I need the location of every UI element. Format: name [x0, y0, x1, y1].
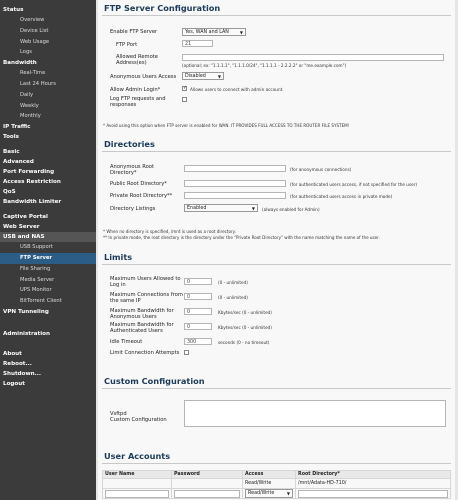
sidebar-item-real-time[interactable]: Real-Time [20, 70, 46, 77]
column-header-access: Access [243, 471, 296, 479]
sidebar-item-tools[interactable]: Tools [3, 134, 20, 141]
bw-anon-label: Maximum Bandwidth for Anonymous Users [110, 308, 174, 320]
sidebar-item-web-usage[interactable]: Web Usage [20, 38, 50, 45]
idle-timeout-input[interactable]: 300 [184, 338, 212, 345]
divider [102, 151, 451, 152]
ftp-section-title: FTP Server Configuration [104, 3, 221, 13]
allowed-remote-hint: (optional; ex: "1.1.1.1", "1.1.1.0/24", "1.1.1.1 - 2.2.2.2" or "me.example.com") [182, 63, 347, 68]
sidebar-item-media-server[interactable]: Media Server [20, 276, 55, 283]
anon-access-select[interactable] [182, 72, 224, 80]
log-ftp-label: Log FTP requests and responses [110, 96, 166, 108]
column-header-root-directory: Root Directory* [296, 471, 451, 479]
new-password-input[interactable] [174, 490, 240, 498]
vsftpd-label: Vsftpd [110, 411, 127, 417]
anon-access-label: Anonymous Users Access [110, 74, 177, 80]
sidebar-item-reboot[interactable]: Reboot... [3, 360, 32, 367]
chevron-down-icon: ▼ [239, 30, 243, 35]
public-root-label: Public Root Directory* [110, 181, 167, 187]
main-content [98, 0, 455, 500]
admin-login-hint: Allows users to connect with admin account. [190, 87, 284, 92]
custom-config-label: Custom Configuration [110, 417, 167, 423]
new-access-value: Read/Write [248, 491, 275, 496]
chevron-down-icon: ▼ [251, 206, 255, 211]
private-root-label: Private Root Directory** [110, 193, 173, 199]
limit-conn-checkbox[interactable] [184, 350, 189, 355]
new-access-cell [243, 489, 296, 499]
sidebar-item-administration[interactable]: Administration [3, 330, 50, 337]
table-header-row [103, 471, 451, 479]
access-cell: Read/Write [243, 479, 296, 489]
allowed-remote-input[interactable] [182, 54, 444, 61]
table-row[interactable] [103, 479, 451, 489]
sidebar-item-monthly[interactable]: Monthly [20, 113, 41, 120]
sidebar-item-bandwidth[interactable]: Bandwidth [3, 60, 37, 67]
enable-ftp-label: Enable FTP Server [110, 29, 158, 35]
ftp-warning-note: * Avoid using this option when FTP server is enabled for WAN. IT PROVIDES FULL ACCESS TO THE ROUTER FILE SYSTEM! [103, 123, 350, 128]
sidebar-item-ftp-server[interactable]: FTP Server [0, 253, 96, 264]
bw-auth-label: Maximum Bandwidth for Authenticated Users [110, 322, 174, 334]
root-directory-cell: /mnt/Adata-HD-710/ [296, 479, 451, 489]
password-cell [172, 479, 243, 489]
dirs-note-1: * When no directory is specified, /mnt is used as a root directory. [103, 229, 236, 234]
max-users-input[interactable]: 0 [184, 278, 212, 285]
user-accounts-table [102, 470, 451, 499]
sidebar-item-access-restriction[interactable]: Access Restriction [3, 179, 61, 186]
sidebar-item-about[interactable]: About [3, 350, 22, 357]
max-conn-input[interactable]: 0 [184, 293, 212, 300]
sidebar-item-weekly[interactable]: Weekly [20, 102, 39, 109]
sidebar-item-basic[interactable]: Basic [3, 149, 20, 156]
limit-conn-label: Limit Connection Attempts [110, 350, 180, 356]
max-conn-hint: (0 - unlimited) [218, 295, 248, 300]
idle-timeout-label: Idle Timeout [110, 339, 143, 345]
listings-value: Enabled [187, 206, 207, 211]
listings-select[interactable] [184, 204, 258, 212]
divider [102, 15, 451, 16]
new-user-name-input[interactable] [105, 490, 169, 498]
max-users-label: Maximum Users Allowed to Log in [110, 276, 181, 288]
users-section-title: User Accounts [104, 451, 171, 461]
limits-section-title: Limits [104, 252, 133, 262]
anon-root-input[interactable] [184, 165, 286, 172]
column-header-user-name: User Name [103, 471, 172, 479]
custom-config-textarea[interactable] [184, 400, 446, 427]
anon-root-hint: (for anonymous connections) [290, 167, 352, 172]
ftp-port-input[interactable]: 21 [182, 40, 213, 47]
sidebar-item-vpn-tunneling[interactable]: VPN Tunneling [3, 308, 49, 315]
divider [102, 264, 451, 265]
sidebar-item-file-sharing[interactable]: File Sharing [20, 265, 51, 272]
enable-ftp-select[interactable] [182, 28, 246, 36]
sidebar-item-captive-portal[interactable]: Captive Portal [3, 214, 48, 221]
column-header-password: Password [172, 471, 243, 479]
private-root-hint: (for authenticated users access in private mode) [290, 194, 393, 199]
sidebar-item-logs[interactable]: Logs [20, 49, 32, 56]
sidebar-item-web-server[interactable]: Web Server [3, 224, 40, 231]
sidebar [0, 0, 96, 500]
bw-anon-input[interactable]: 0 [184, 308, 212, 315]
allowed-remote-label: Allowed Remote Address(es) [116, 54, 158, 66]
private-root-input[interactable] [184, 192, 286, 199]
public-root-hint: (for authenticated users access, if not specified for the user) [290, 182, 418, 187]
chevron-down-icon: ▼ [217, 74, 221, 79]
new-user-cell [103, 489, 172, 499]
public-root-input[interactable] [184, 180, 286, 187]
check-icon: ✓ [183, 85, 188, 91]
max-conn-label: Maximum Connections from the same IP [110, 292, 183, 304]
ftp-port-label: FTP Port [116, 42, 138, 48]
new-root-cell [296, 489, 451, 499]
sidebar-item-logout[interactable]: Logout [3, 380, 25, 387]
new-root-directory-input[interactable] [298, 490, 448, 498]
divider [102, 388, 451, 389]
sidebar-item-shutdown[interactable]: Shutdown... [3, 370, 42, 377]
admin-login-label: Allow Admin Login* [110, 87, 161, 93]
bw-auth-hint: Kbytes/sec (0 - unlimited) [218, 325, 272, 330]
anon-root-label: Anonymous Root Directory* [110, 164, 154, 176]
listings-hint: (always enabled for Admin) [262, 207, 320, 212]
sidebar-item-overview[interactable]: Overview [20, 17, 45, 23]
bw-anon-hint: Kbytes/sec (0 - unlimited) [218, 310, 272, 315]
sidebar-item-usb-and-nas[interactable]: USB and NAS [0, 232, 96, 242]
sidebar-item-advanced[interactable]: Advanced [3, 159, 34, 166]
chevron-down-icon: ▼ [286, 491, 290, 496]
new-access-select[interactable] [245, 489, 293, 498]
sidebar-item-ups-monitor[interactable]: UPS Monitor [20, 287, 52, 294]
table-row-new[interactable] [103, 489, 451, 499]
sidebar-item-daily[interactable]: Daily [20, 91, 34, 98]
sidebar-item-ip-traffic[interactable]: IP Traffic [3, 124, 31, 131]
new-password-cell [172, 489, 243, 499]
admin-login-checkbox[interactable] [182, 86, 187, 91]
sidebar-item-device-list[interactable]: Device List [20, 27, 49, 34]
sidebar-item-bandwidth-limiter[interactable]: Bandwidth Limiter [3, 199, 62, 206]
custom-section-title: Custom Configuration [104, 376, 205, 386]
bw-auth-input[interactable]: 0 [184, 323, 212, 330]
sidebar-item-last-24-hours[interactable]: Last 24 Hours [20, 80, 56, 87]
sidebar-nav [0, 5, 96, 389]
divider [102, 463, 451, 464]
dirs-note-2: ** In private mode, the root directory is the directory under the "Private Root Directory" with the name matching the name of the user. [103, 235, 380, 240]
sidebar-item-qos[interactable]: QoS [3, 189, 16, 196]
log-ftp-checkbox[interactable] [182, 97, 187, 102]
idle-timeout-hint: seconds (0 - no timeout) [218, 340, 270, 345]
user-name-cell [103, 479, 172, 489]
sidebar-item-bittorrent-client[interactable]: BitTorrent Client [20, 298, 62, 305]
max-users-hint: (0 - unlimited) [218, 280, 248, 285]
sidebar-item-usb-support[interactable]: USB Support [20, 244, 53, 251]
sidebar-item-port-forwarding[interactable]: Port Forwarding [3, 169, 55, 176]
anon-access-value: Disabled [185, 74, 206, 79]
listings-label: Directory Listings [110, 206, 156, 212]
enable-ftp-value: Yes, WAN and LAN [185, 30, 229, 35]
directories-section-title: Directories [104, 139, 155, 149]
sidebar-item-status[interactable]: Status [3, 7, 24, 13]
